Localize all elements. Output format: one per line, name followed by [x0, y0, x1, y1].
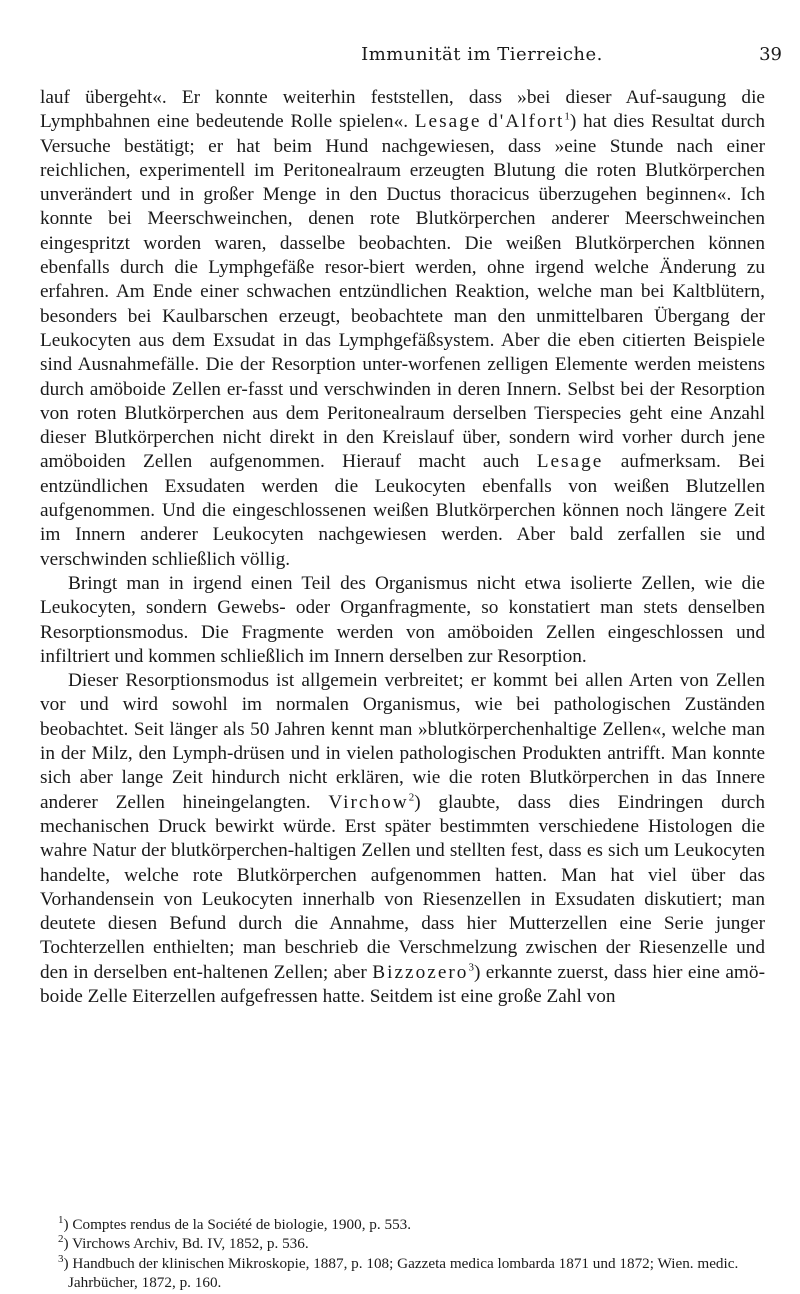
text-run: Bringt man in irgend einen Teil des Organismus nicht etwa isolierte Zellen, wie die Leukocyten, sondern Gewebs- oder Organfragmente, so konstatiert man stets denselben Resorptionsmodus. Die Fragmente werden von amöboiden Zellen eingeschlossen und infiltriert und kommen schließlich im Innern derselben zur Resorption. — [40, 572, 765, 667]
paragraph — [40, 86, 765, 572]
footnote-ref: 2 — [408, 791, 415, 804]
footnote-ref: 1 — [564, 110, 570, 123]
footnote — [40, 1234, 765, 1253]
text-run: ) hat dies Resultat durch Versuche bestätigt; er hat beim Hund nachgewiesen, dass »eine Stunde nach einer reichlichen, experimentell im Peritonealraum erzeugten Blutung die roten Blutkörperchen unverändert und in großer Menge in den Ductus thoracicus überzugehen beginnen«. Ich konnte bei Meerschweinchen, denen rote Blutkörperchen anderer Meerschweinchen eingespritzt worden waren, dasselbe beobachten. Die weißen Blutkörperchen können ebenfalls durch die Lymphgefäße resor-biert werden, ohne irgend welche Änderung zu erfahren. Am Ende einer schwachen entzündlichen Reaktion, welche man bei Kaltblütern, besonders bei Kaulbarschen erzeugt, beobachtete man den unmittelbaren Übergang der Leukocyten aus dem Exsudat in das Lymphgefäßsystem. Aber die eben citierten Beispiele sind Ausnahmefälle. Die der Resorption unter-worfenen zelligen Elemente werden meistens durch amöboide Zellen er-fasst und verschwinden in deren Innern. Selbst bei der Resorption von roten Blutkörperchen aus dem Peritonealraum derselben Tierspecies geht eine Anzahl dieser Blutkörperchen nicht direkt in den Kreislauf über, sondern wird vorher durch jene amöboiden Zellen aufgenommen. Hierauf macht auch — [40, 111, 765, 473]
text-run: Dieser Resorptionsmodus ist allgemein verbreitet; er kommt bei allen Arten von Zellen vor und wird sowohl im normalen Organismus, wie bei pathologischen Zuständen beobachtet. Seit länger als 50 Jahren kennt man »blutkörperchenhaltige Zellen«, welche man in der Milz, den Lymph-drüsen und in vielen pathologischen Produkten antrifft. Man konnte sich aber lange Zeit hindurch nicht erklären, wie die roten Blutkörperchen in das Innere anderer Zellen hineingelangten. — [40, 670, 765, 813]
footnote-mark: 2 — [58, 1233, 64, 1246]
footnote-text: ) Handbuch der klinischen Mikroskopie, 1887, p. 108; Gazzeta medica lombarda 1871 und 1872; Wien. medic. Jahrbücher, 1872, p. 160. — [63, 1254, 739, 1291]
footnote-mark: 1 — [58, 1213, 64, 1226]
running-header — [222, 44, 782, 68]
paragraph — [40, 669, 765, 1009]
text-run: lauf übergeht«. Er konnte weiterhin feststellen, dass »bei dieser Auf-saugung die Lymphbahnen eine bedeutende Rolle spielen«. — [40, 87, 765, 133]
running-title: Immunität im Tierreiche. — [361, 44, 603, 65]
footnotes — [40, 1215, 765, 1292]
author-name: Lesage — [536, 451, 604, 473]
footnote-ref: 3 — [468, 961, 474, 974]
author-name: d'Alfort — [488, 111, 565, 133]
footnote — [40, 1215, 765, 1234]
footnote-text: ) Virchows Archiv, Bd. IV, 1852, p. 536. — [63, 1235, 309, 1253]
body-text — [40, 86, 765, 1009]
page-number: 39 — [759, 44, 782, 65]
author-name: Virchow — [328, 791, 409, 813]
text-run: ) erkannte zuerst, dass hier eine amö-boide Zelle Eiterzellen aufgefressen hatte. Seitdem ist eine große Zahl von — [40, 961, 765, 1007]
text-run: ) glaubte, dass dies Eindringen durch mechanischen Druck bewirkt würde. Erst später bestimmten verschiedene Histologen die wahre Natur der blutkörperchen-haltigen Zellen und stellten fest, dass es sich um Leukocyten handelte, welche rote Blutkörperchen aufgenommen hatten. Man hat viel über das Vorhandensein von Leukocyten innerhalb von Riesenzellen in Exsudaten diskutiert; man deutete diesen Befund durch die Annahme, dass hier Mutterzellen eine Serie junger Tochterzellen enthielten; man beschrieb die Verschmelzung zwischen der Riesenzelle und den in derselben ent-haltenen Zellen; aber — [40, 791, 765, 983]
author-name: Bizzozero — [372, 961, 469, 983]
footnote-mark: 3 — [58, 1252, 64, 1265]
footnote — [40, 1254, 765, 1293]
text-run: aufmerksam. Bei entzündlichen Exsudaten werden die Leukocyten ebenfalls von weißen Blutzellen aufgenommen. Und die eingeschlossenen weißen Blutkörperchen können noch längere Zeit im Innern anderer Leukocyten nachgewiesen werden. Aber bald zerfallen sie und verschwinden schließlich völlig. — [40, 451, 765, 570]
footnote-text: ) Comptes rendus de la Société de biologie, 1900, p. 553. — [63, 1216, 412, 1233]
paragraph — [40, 572, 765, 669]
author-name: Lesage — [414, 111, 482, 133]
